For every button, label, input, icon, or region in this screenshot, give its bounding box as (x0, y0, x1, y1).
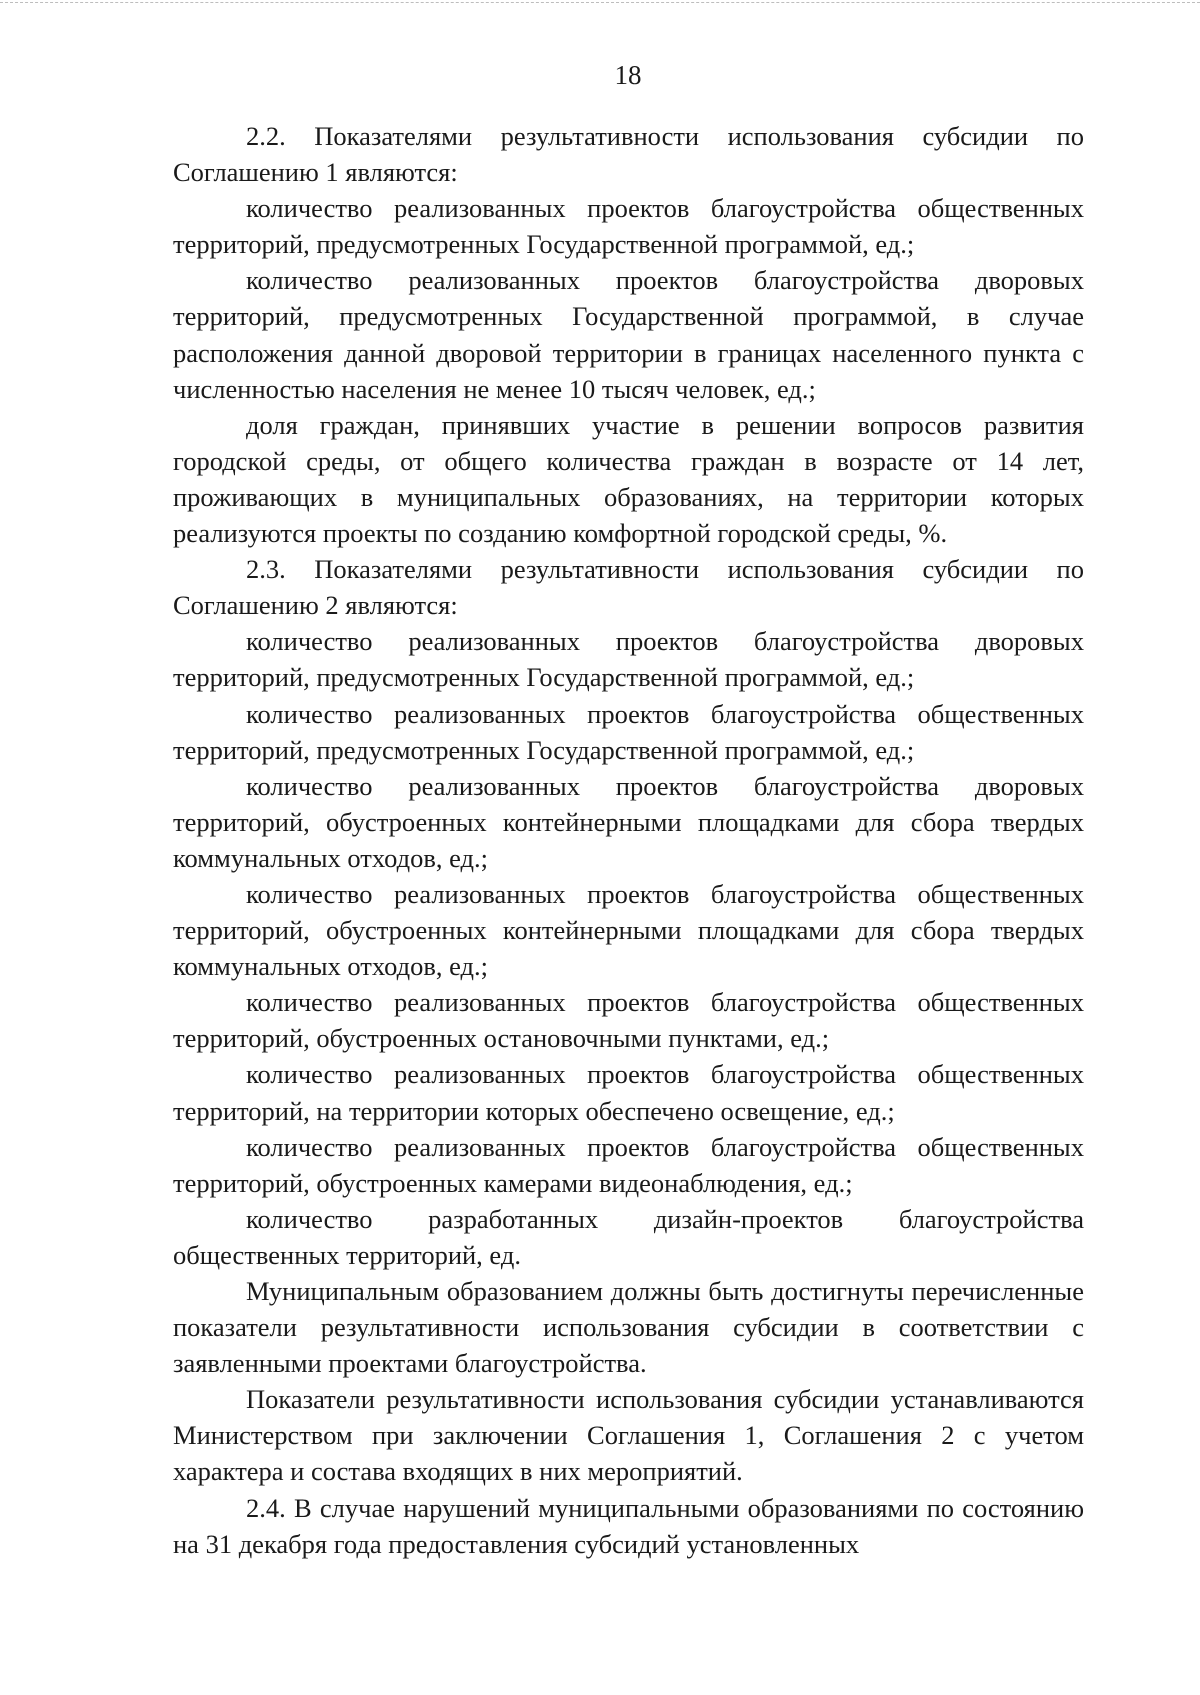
scan-top-edge (0, 2, 1200, 3)
paragraph-municipality-obligation: Муниципальным образованием должны быть достигнуты перечисленные показатели результативности использования субсидии в соответствии с заявленными проектами благоустройства. (173, 1276, 1084, 1379)
paragraph-indicators-set-by-ministry: Показатели результативности использования субсидии устанавливаются Министерством при заключении Соглашения 1, Соглашения 2 с учетом характера и состава входящих в них мероприятий. (173, 1384, 1084, 1487)
list-item-public-bus-stops: количество реализованных проектов благоустройства общественных территорий, обустроенных остановочными пунктами, ед.; (173, 987, 1084, 1054)
paragraph-2-3-heading: 2.3. Показателями результативности использования субсидии по Соглашению 2 являются: (173, 554, 1084, 621)
document-body (173, 118, 1084, 1562)
list-item-courtyard-waste-sites: количество реализованных проектов благоустройства дворовых территорий, обустроенных контейнерными площадками для сбора твердых коммунальных отходов, ед.; (173, 770, 1084, 873)
paragraph-2-4: 2.4. В случае нарушений муниципальными образованиями по состоянию на 31 декабря года предоставления субсидий установленных (173, 1492, 1084, 1559)
list-item-design-projects: количество разработанных дизайн-проектов благоустройства общественных территорий, ед. (173, 1203, 1084, 1270)
list-item-courtyard-projects: количество реализованных проектов благоустройства дворовых территорий, предусмотренных Государственной программой, ед.; (173, 626, 1084, 693)
list-item-public-projects: количество реализованных проектов благоустройства общественных территорий, предусмотренных Государственной программой, ед.; (173, 698, 1084, 765)
list-item-public-lighting: количество реализованных проектов благоустройства общественных территорий, на территории которых обеспечено освещение, ед.; (173, 1059, 1084, 1126)
list-item-public-areas-projects: количество реализованных проектов благоустройства общественных территорий, предусмотренных Государственной программой, ед.; (173, 193, 1084, 260)
list-item-public-cctv: количество реализованных проектов благоустройства общественных территорий, обустроенных камерами видеонаблюдения, ед.; (173, 1131, 1084, 1198)
page-number: 18 (614, 60, 642, 90)
list-item-public-waste-sites: количество реализованных проектов благоустройства общественных территорий, обустроенных контейнерными площадками для сбора твердых коммунальных отходов, ед.; (173, 878, 1084, 982)
list-item-courtyard-projects-10k: количество реализованных проектов благоустройства дворовых территорий, предусмотренных Государственной программой, в случае расположения данной дворовой территории в границах населенного пункта с численностью населения не менее 10 тысяч человек, ед.; (173, 265, 1084, 404)
list-item-citizen-participation-share: доля граждан, принявших участие в решении вопросов развития городской среды, от общего количества граждан в возрасте от 14 лет, проживающих в муниципальных образованиях, на территории которых реализуются проекты по созданию комфортной городской среды, %. (173, 409, 1084, 549)
paragraph-2-2-heading: 2.2. Показателями результативности использования субсидии по Соглашению 1 являются: (173, 121, 1084, 188)
